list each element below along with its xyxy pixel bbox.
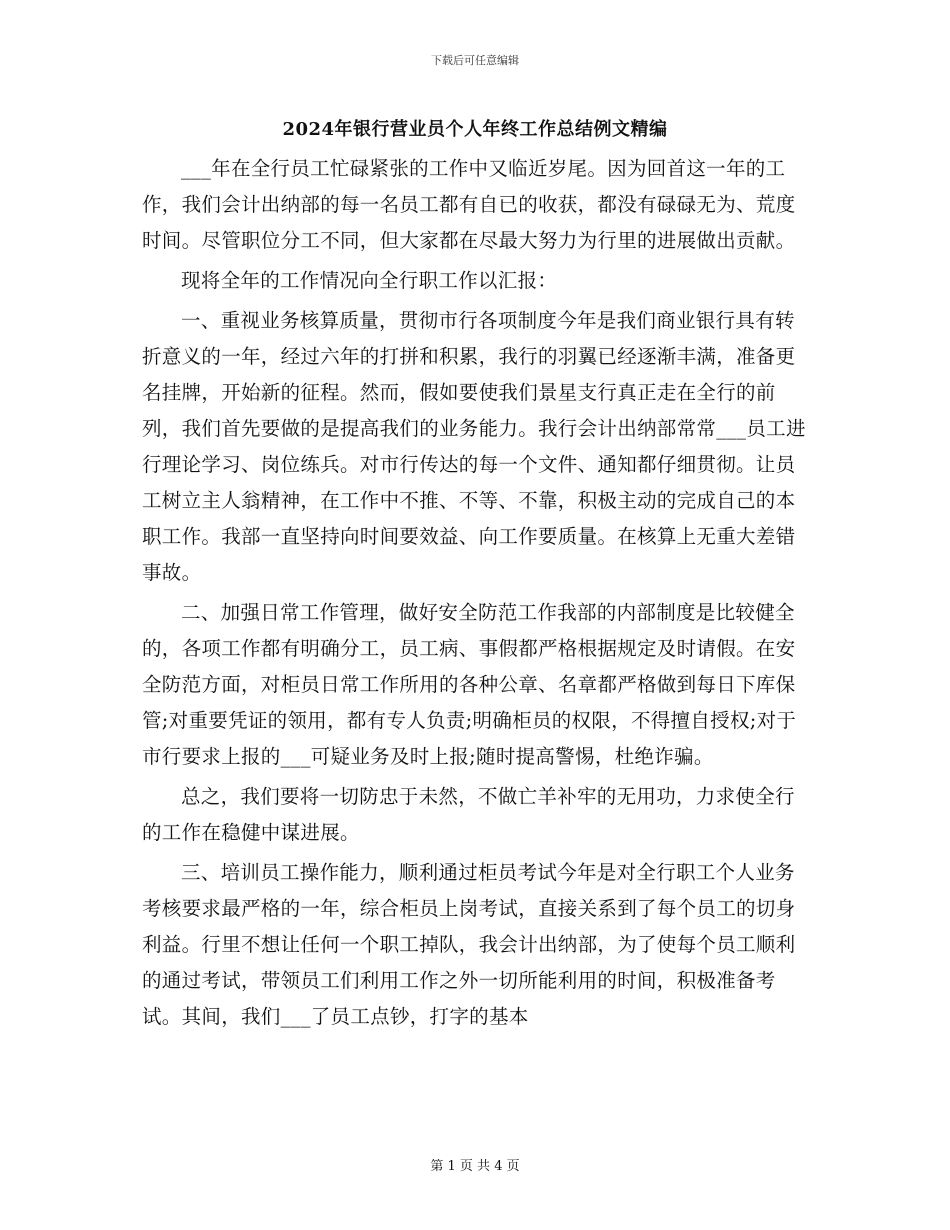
paragraph-summary: 总之，我们要将一切防忠于未然，不做亡羊补牢的无用功，力求使全行的工作在稳健中谋进展。: [142, 785, 795, 844]
paragraph-section-3: 三、培训员工操作能力，顺利通过柜员考试今年是对全行职工个人业务考核要求最严格的一年，综合柜员上岗考试，直接关系到了每个员工的切身利益。行里不想让任何一个职工掉队，我会计出纳部，为了使每个员工顺利的通过考试，带领员工们利用工作之外一切所能利用的时间，积极准备考试。其间，我们___了员工点钞，打字的基本: [142, 861, 796, 1028]
document-title: 2024年银行营业员个人年终工作总结例文精编: [282, 119, 668, 140]
page-header-note: 下载后可任意编辑: [431, 54, 519, 67]
paragraph-section-2: 二、加强日常工作管理，做好安全防范工作我部的内部制度是比较健全的，各项工作都有明确分工，员工病、事假都严格根据规定及时请假。在安全防范方面，对柜员日常工作所用的各种公章、名章都严格做到每日下库保管;对重要凭证的领用，都有专人负责;明确柜员的权限，不得擅自授权;对于市行要求上报的___可疑业务及时上报;随时提高警惕，杜绝诈骗。: [142, 601, 797, 768]
paragraph-intro: ___年在全行员工忙碌紧张的工作中又临近岁尾。因为回首这一年的工作，我们会计出纳部的每一名员工都有自已的收获，都没有碌碌无为、荒度时间。尽管职位分工不同，但大家都在尽最大努力为行里的进展做出贡献。: [142, 157, 796, 252]
page-number: 第 1 页 共 4 页: [430, 1159, 520, 1174]
paragraph-section-1: 一、重视业务核算质量，贯彻市行各项制度今年是我们商业银行具有转折意义的一年，经过六年的打拼和积累，我行的羽翼已经逐渐丰满，准备更名挂牌，开始新的征程。然而，假如要使我们景星支行真正走在全行的前列，我们首先要做的是提高我们的业务能力。我行会计出纳部常常___员工进行理论学习、岗位练兵。对市行传达的每一个文件、通知都仔细贯彻。让员工树立主人翁精神，在工作中不推、不等、不靠，积极主动的完成自己的本职工作。我部一直坚持向时间要效益、向工作要质量。在核算上无重大差错事故。: [142, 309, 806, 584]
paragraph-report-lead: 现将全年的工作情况向全行职工作以汇报：: [181, 269, 558, 292]
document-body: [142, 151, 810, 1039]
